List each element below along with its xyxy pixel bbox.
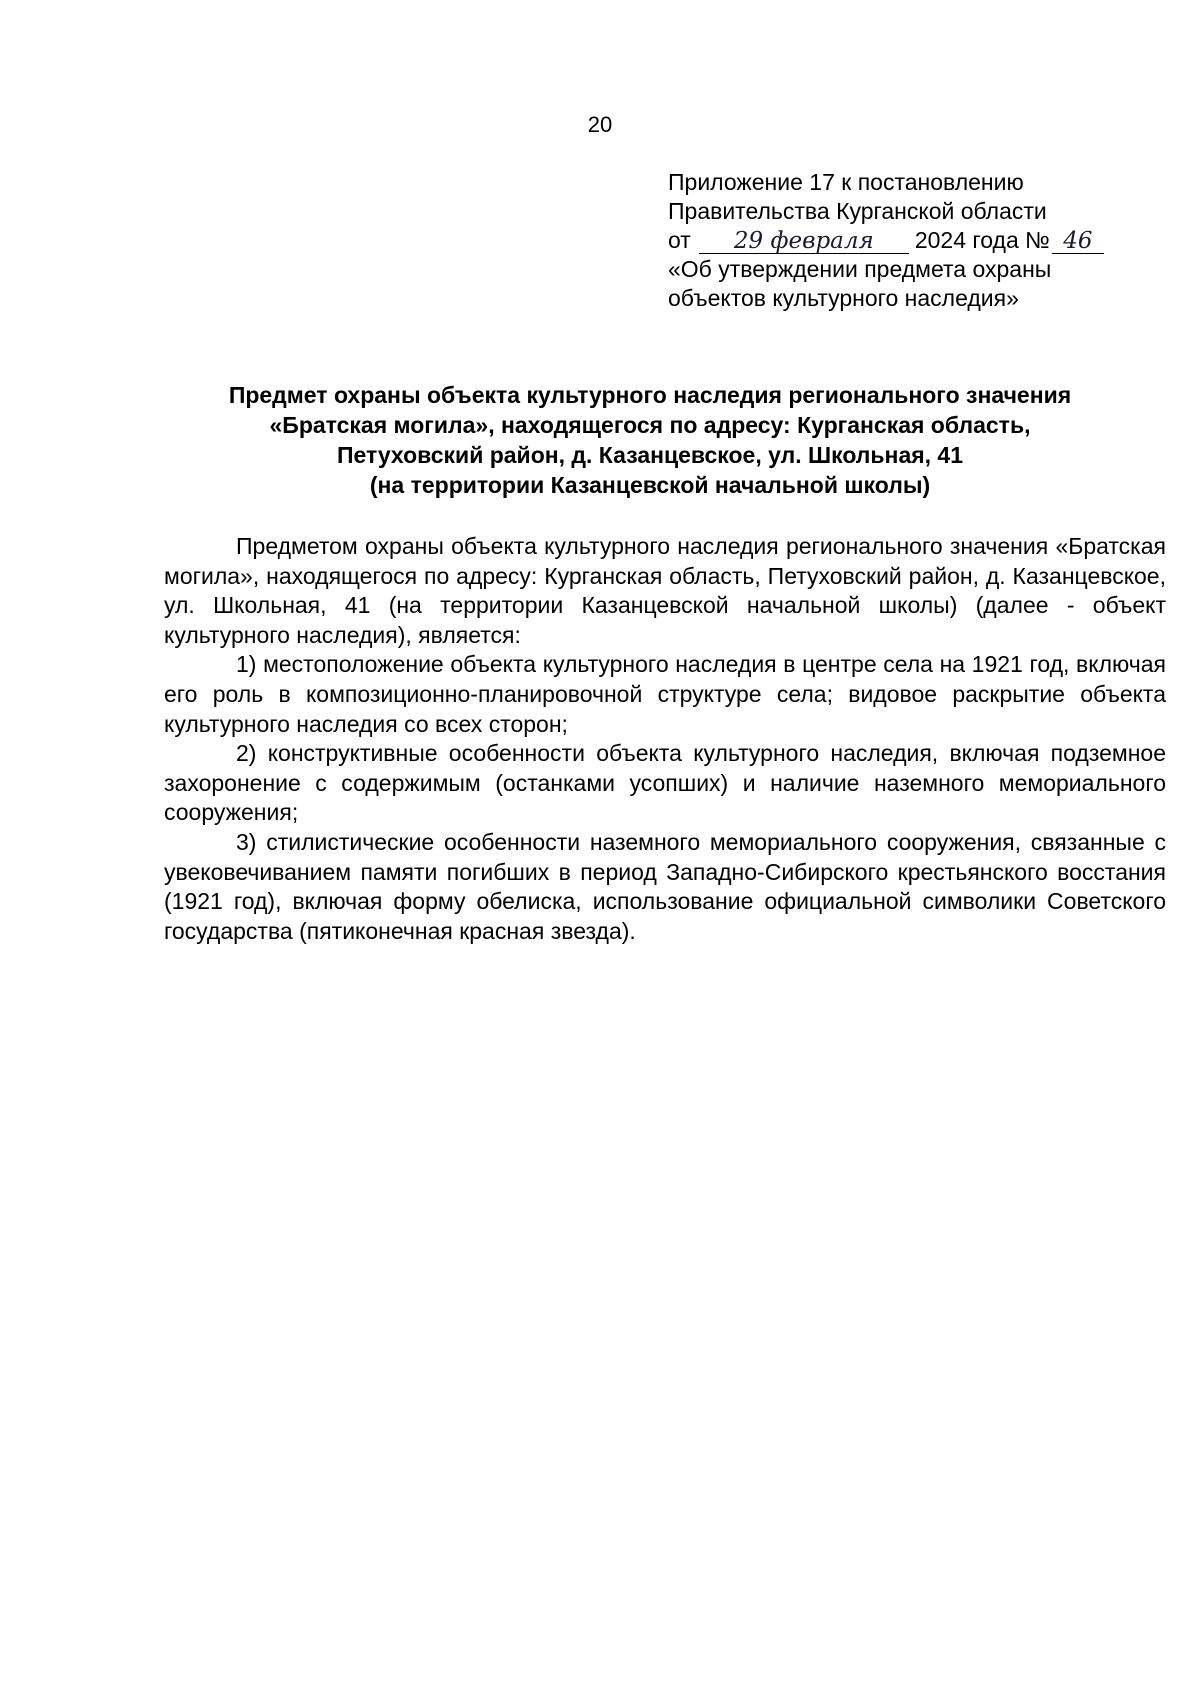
- appendix-year-text: 2024 года №: [914, 227, 1050, 253]
- title-line-2: «Братская могила», находящегося по адресу: Курганская область,: [269, 412, 1031, 438]
- document-title: [150, 380, 1150, 500]
- body-item-1: 1) местоположение объекта культурного наследия в центре села на 1921 год, включая его роль в композиционно-планировочной структуре села; видовое раскрытие объекта культурного наследия со всех сторон;: [164, 651, 1166, 737]
- appendix-line-1: Приложение 17 к постановлению: [668, 169, 1024, 195]
- appendix-line-4: «Об утверждении предмета охраны: [668, 256, 1052, 282]
- body-item-2: 2) конструктивные особенности объекта культурного наследия, включая подземное захоронение с содержимым (останками усопших) и наличие наземного мемориального сооружения;: [164, 740, 1166, 826]
- handwritten-date: 29 февраля: [699, 229, 909, 254]
- document-body: [164, 532, 1166, 946]
- appendix-header: [668, 168, 1168, 313]
- appendix-from-prefix: от: [668, 227, 691, 253]
- appendix-line-2: Правительства Курганской области: [668, 198, 1047, 224]
- title-line-1: Предмет охраны объекта культурного наследия регионального значения: [228, 382, 1072, 408]
- body-item-3: 3) стилистические особенности наземного мемориального сооружения, связанные с увековечиванием памяти погибших в период Западно-Сибирского крестьянского восстания (1921 год), включая форму обелиска, использование официальной символики Советского государства (пятиконечная красная звезда).: [164, 828, 1166, 944]
- title-line-4: (на территории Казанцевской начальной школы): [369, 472, 931, 498]
- body-intro-paragraph: Предметом охраны объекта культурного наследия регионального значения «Братская могила», находящегося по адресу: Курганская область, Петуховский район, д. Казанцевское, ул. Школьная, 41 (на территории Казанцевской начальной школы) (далее - объект культурного наследия), является:: [164, 533, 1166, 648]
- title-line-3: Петуховский район, д. Казанцевское, ул. Школьная, 41: [336, 442, 964, 468]
- page-number: 20: [587, 112, 613, 137]
- appendix-line-5: объектов культурного наследия»: [668, 285, 1019, 311]
- appendix-line-3: [668, 226, 1168, 255]
- handwritten-number: 46: [1052, 229, 1104, 254]
